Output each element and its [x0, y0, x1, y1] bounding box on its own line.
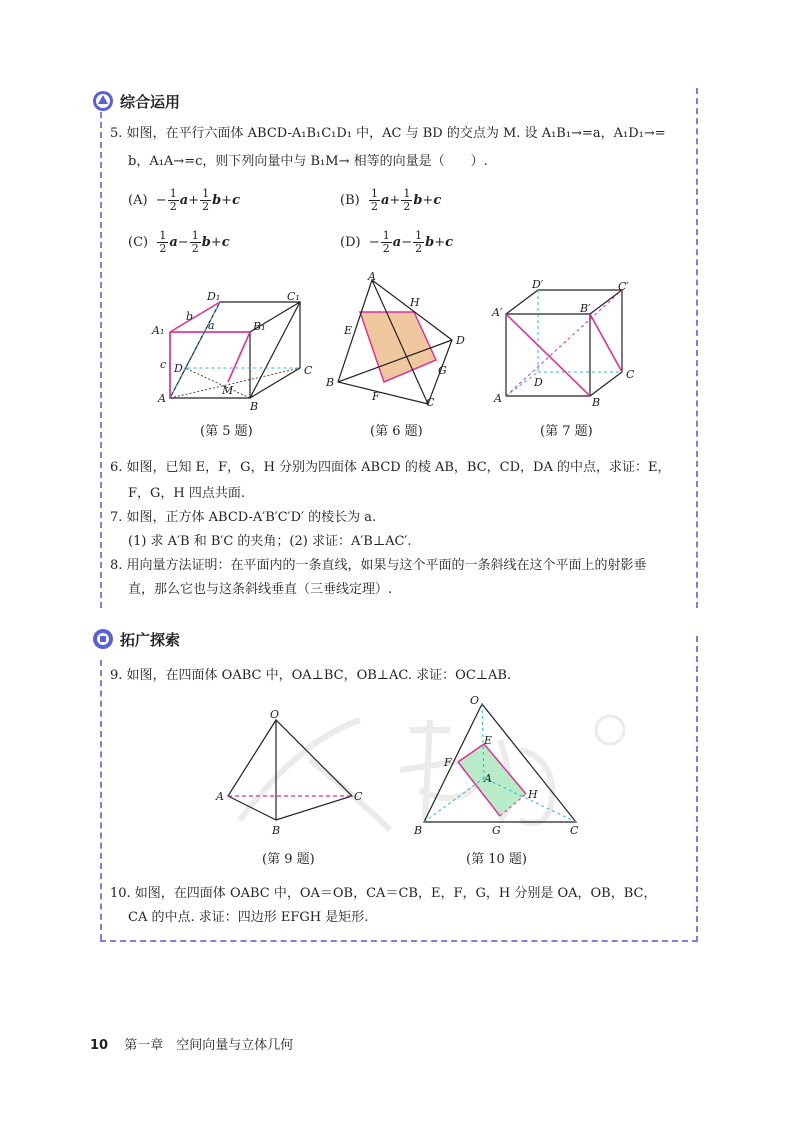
chapter-title: 第一章 空间向量与立体几何 [124, 1038, 294, 1053]
problem-9-line-1: 9. 如图，在四面体 OABC 中，OA⊥BC，OB⊥AC. 求证：OC⊥AB. [110, 668, 512, 683]
problem-6-line-2: F，G，H 四点共面. [128, 486, 246, 501]
page-footer [90, 1034, 293, 1053]
label-a: a [208, 319, 215, 332]
choice-b: (B) $\frac{1}{2}$ a+ $\frac{1}{2}$ b+c [340, 187, 442, 213]
label-F: F [372, 390, 380, 403]
triangle-target-icon [92, 90, 114, 112]
label-M: M [222, 384, 234, 397]
label-c: c [160, 358, 167, 371]
label-E: E [344, 324, 353, 337]
frame-left-border [100, 112, 102, 608]
label-O: O [270, 708, 280, 721]
problem-10-line-1: 10. 如图，在四面体 OABC 中，OA＝OB，CA＝CB，E，F，G，H 分别是 OA，OB，BC， [110, 886, 657, 901]
problem-5-line-1: 5. 如图，在平行六面体 ABCD-A₁B₁C₁D₁ 中，AC 与 BD 的交点为 M. 设 A₁B₁→=a，A₁D₁→= [110, 126, 666, 141]
caption-figure-9: (第 9 题) [262, 852, 315, 867]
caption-figure-5: (第 5 题) [200, 424, 253, 439]
frame-right-border [696, 88, 698, 608]
label-B: B [250, 400, 259, 412]
frame2-left-border [100, 660, 102, 940]
label-G: G [438, 364, 447, 377]
section-header-extension [92, 628, 180, 650]
label-D: D [534, 376, 543, 389]
problem-8-line-2: 直，那么它也与这条斜线垂直（三垂线定理）. [128, 582, 393, 597]
problem-7-line-2: (1) 求 A′B 和 B′C 的夹角；(2) 求证：A′B⊥AC′. [128, 534, 412, 549]
label-B: B [326, 376, 335, 389]
label-H: H [528, 788, 538, 801]
label-E: E [484, 734, 493, 747]
label-b: b [186, 310, 194, 323]
label-C: C [304, 364, 313, 377]
problem-7-line-1: 7. 如图，正方体 ABCD-A′B′C′D′ 的棱长为 a. [110, 510, 377, 525]
label-C1: C₁ [287, 290, 300, 303]
label-A1: A₁ [152, 324, 165, 337]
caption-figure-7: (第 7 题) [540, 424, 593, 439]
figure-5-parallelepiped [150, 282, 320, 412]
label-O: O [470, 694, 480, 707]
problem-6-line-1: 6. 如图，已知 E，F，G，H 分别为四面体 ABCD 的棱 AB，BC，CD，DA 的中点，求证：E， [110, 460, 671, 475]
label-C: C [426, 396, 435, 409]
label-B-prime: B′ [580, 302, 591, 315]
figure-9-tetrahedron [212, 706, 372, 838]
label-B: B [272, 824, 281, 837]
frame2-right-border [696, 636, 698, 942]
choice-d-label: (D) [340, 235, 361, 250]
label-A: A [494, 392, 502, 405]
figure-7-cube [488, 278, 638, 410]
section-title: 综合运用 [120, 92, 181, 111]
section-header-comprehensive [92, 90, 180, 112]
problem-5-line-2: b，A₁A→=c，则下列向量中与 B₁M→ 相等的向量是（ ）. [128, 154, 488, 169]
problem-8-line-1: 8. 用向量方法证明：在平面内的一条直线，如果与这个平面的一条斜线在这个平面上的射影垂 [110, 558, 647, 573]
label-D1: D₁ [207, 290, 221, 303]
label-B: B [414, 824, 423, 837]
label-B1: B₁ [253, 320, 266, 333]
label-D-prime: D′ [532, 278, 544, 291]
choice-d: (D) − $\frac{1}{2}$ a− $\frac{1}{2}$ b+c [340, 229, 454, 255]
label-F: F [444, 756, 452, 769]
label-G: G [492, 824, 501, 837]
label-D: D [174, 362, 183, 375]
chain-link-icon [92, 628, 114, 650]
label-C: C [354, 790, 363, 803]
choice-b-label: (B) [340, 193, 360, 208]
frame2-bottom-border [100, 940, 698, 942]
caption-figure-6: (第 6 题) [370, 424, 423, 439]
label-A: A [158, 392, 166, 405]
choice-a-label: (A) [128, 193, 148, 208]
page-number: 10 [90, 1038, 109, 1053]
label-A: A [368, 272, 376, 283]
choice-a: (A) − $\frac{1}{2}$ a+ $\frac{1}{2}$ b+c [128, 187, 240, 213]
label-A: A [484, 772, 492, 785]
section-title: 拓广探索 [120, 630, 181, 649]
label-C: C [626, 368, 635, 381]
label-B: B [592, 396, 601, 409]
label-C-prime: C′ [618, 280, 629, 293]
figure-6-tetrahedron [320, 272, 480, 412]
choice-c-label: (C) [128, 235, 149, 250]
label-C: C [570, 824, 579, 837]
label-H: H [410, 296, 420, 309]
caption-figure-10: (第 10 题) [466, 852, 527, 867]
figure-10-tetrahedron [410, 694, 590, 840]
problem-10-line-2: CA 的中点. 求证：四边形 EFGH 是矩形. [128, 910, 369, 925]
choice-c: (C) $\frac{1}{2}$ a− $\frac{1}{2}$ b+c [128, 229, 230, 255]
label-D: D [456, 334, 465, 347]
label-A: A [216, 790, 224, 803]
label-A-prime: A′ [492, 306, 503, 319]
